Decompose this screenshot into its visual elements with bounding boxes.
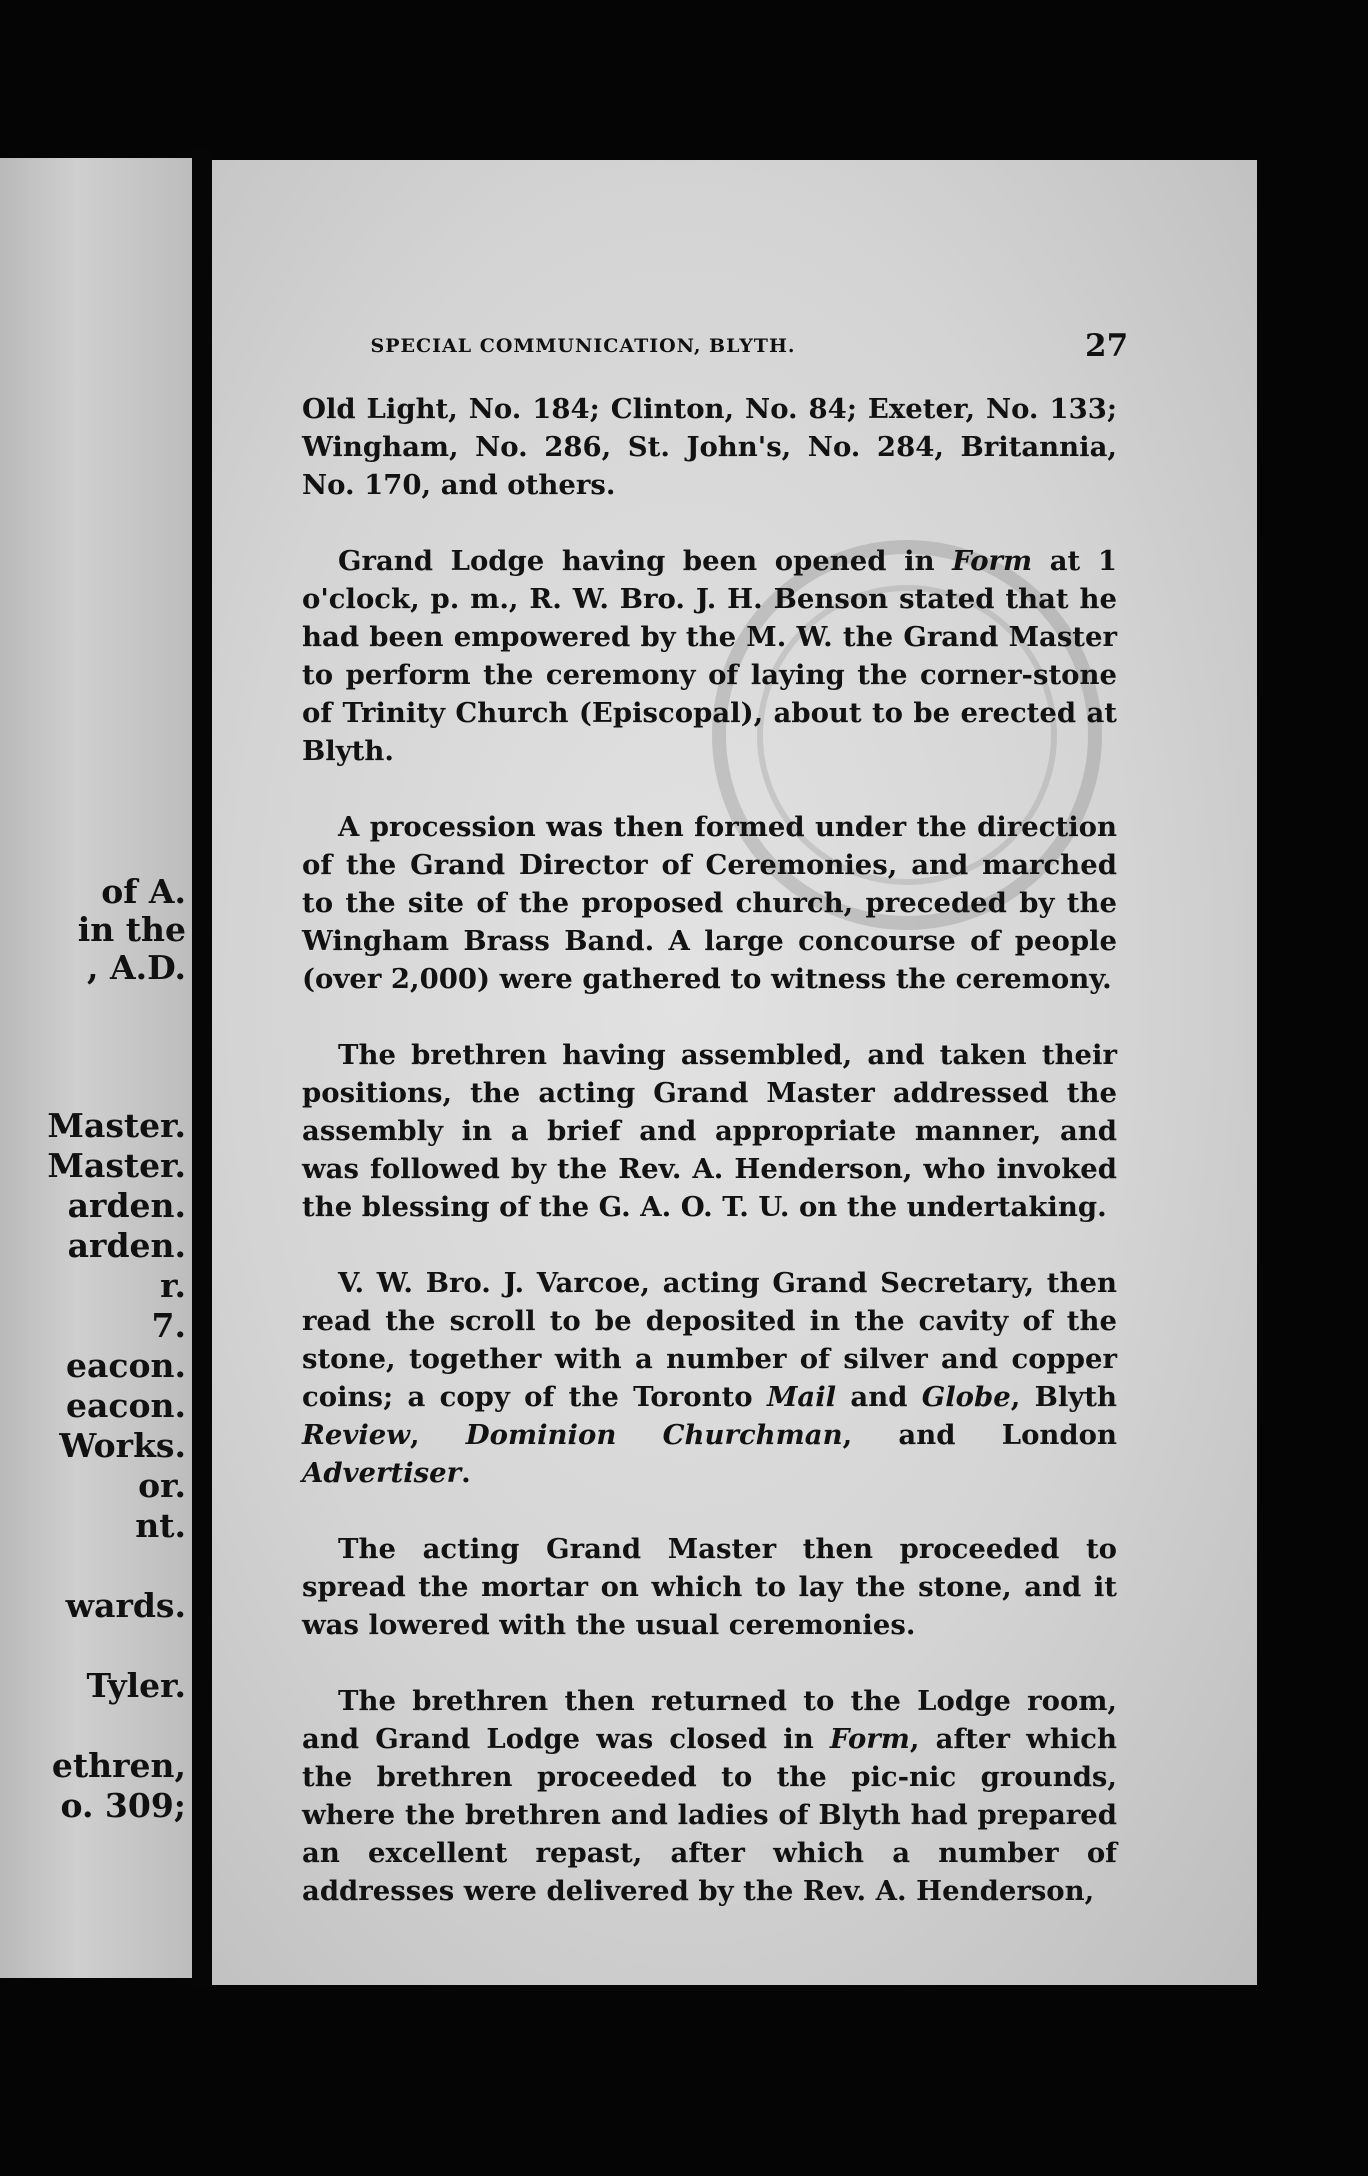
left-page-line: in the <box>77 910 186 949</box>
text-run: , <box>409 1419 466 1451</box>
paragraph-mortar: The acting Grand Master then proceeded to spread the mortar on which to lay the stone, and it was lowered with the usual ceremonies. <box>302 1533 1117 1641</box>
text-run: Grand Lodge having been opened in <box>338 545 953 577</box>
left-page-line: eacon. <box>66 1346 186 1385</box>
left-page-line: wards. <box>65 1586 186 1625</box>
left-page-line: nt. <box>135 1506 186 1545</box>
left-page-line: ethren, <box>51 1746 186 1785</box>
left-page-line: , A.D. <box>87 948 186 987</box>
left-page-line: or. <box>138 1466 186 1505</box>
italic-title: Dominion Churchman <box>465 1419 843 1451</box>
text-run: . <box>461 1457 471 1489</box>
blackletter-form: Form <box>952 545 1033 577</box>
italic-title: Mail <box>766 1381 837 1413</box>
italic-title: Advertiser <box>302 1457 462 1489</box>
left-page-line: arden. <box>67 1226 186 1265</box>
page-number: 27 <box>1085 328 1129 364</box>
text-run: , and London <box>842 1419 1117 1451</box>
left-page-line: 7. <box>151 1306 186 1345</box>
text-run: at 1 o'clock, p. m., R. W. Bro. J. H. Benson stated that he had been empowered by the M. W. the Grand Master to perform the ceremony of laying the corner-stone of Trinity Church (Episcopal), about to be erected at Blyth. <box>302 545 1117 767</box>
paragraph-lodge-closed <box>302 1682 1117 1910</box>
left-page-line: o. 309; <box>60 1786 186 1825</box>
book-gutter <box>192 150 214 1990</box>
left-page-line: r. <box>160 1266 186 1305</box>
text-run: , after which the brethren proceeded to the pic-nic grounds, where the brethren and ladies of Blyth had prepared an excellent repast, after which a number of addresses were delivered by the Rev. A. Henderson, <box>302 1723 1117 1907</box>
text-run: The brethren then returned to the Lodge room, and Grand Lodge was closed in <box>302 1685 1117 1755</box>
paragraph-brethren-assembled: The brethren having assembled, and taken their positions, the acting Grand Master addressed the assembly in a brief and appropriate manner, and was followed by the Rev. A. Henderson, who invoked the blessing of the G. A. O. T. U. on the undertaking. <box>302 1039 1117 1223</box>
text-run: , Blyth <box>1010 1381 1117 1413</box>
left-page-line: Master. <box>47 1106 186 1145</box>
left-facing-page <box>0 158 192 1978</box>
body-text <box>302 390 1117 1948</box>
left-page-line: Works. <box>59 1426 186 1465</box>
paragraph-scroll <box>302 1264 1117 1492</box>
blackletter-form: Form <box>829 1723 910 1755</box>
paragraph-procession: A procession was then formed under the direction of the Grand Director of Ceremonies, and marched to the site of the proposed church, preceded by the Wingham Brass Band. A large concourse of people (over 2,000) were gathered to witness the ceremony. <box>302 811 1117 995</box>
left-page-line: Master. <box>47 1146 186 1185</box>
running-head: SPECIAL COMMUNICATION, BLYTH. <box>370 335 796 357</box>
left-page-line: of A. <box>101 872 186 911</box>
paragraph-lodges-list: Old Light, No. 184; Clinton, No. 84; Exeter, No. 133; Wingham, No. 286, St. John's, No. 284, Britannia, No. 170, and others. <box>302 393 1117 501</box>
italic-title: Review <box>302 1419 410 1451</box>
left-page-line: Tyler. <box>86 1666 186 1705</box>
left-page-line: arden. <box>67 1186 186 1225</box>
text-run: and <box>836 1381 922 1413</box>
paragraph-lodge-opened <box>302 542 1117 770</box>
left-page-line: eacon. <box>66 1386 186 1425</box>
italic-title: Globe <box>921 1381 1011 1413</box>
text-run: V. W. Bro. J. Varcoe, acting Grand Secretary, then read the scroll to be deposited in the cavity of the stone, together with a number of silver and copper coins; a copy of the Toronto <box>302 1267 1117 1413</box>
